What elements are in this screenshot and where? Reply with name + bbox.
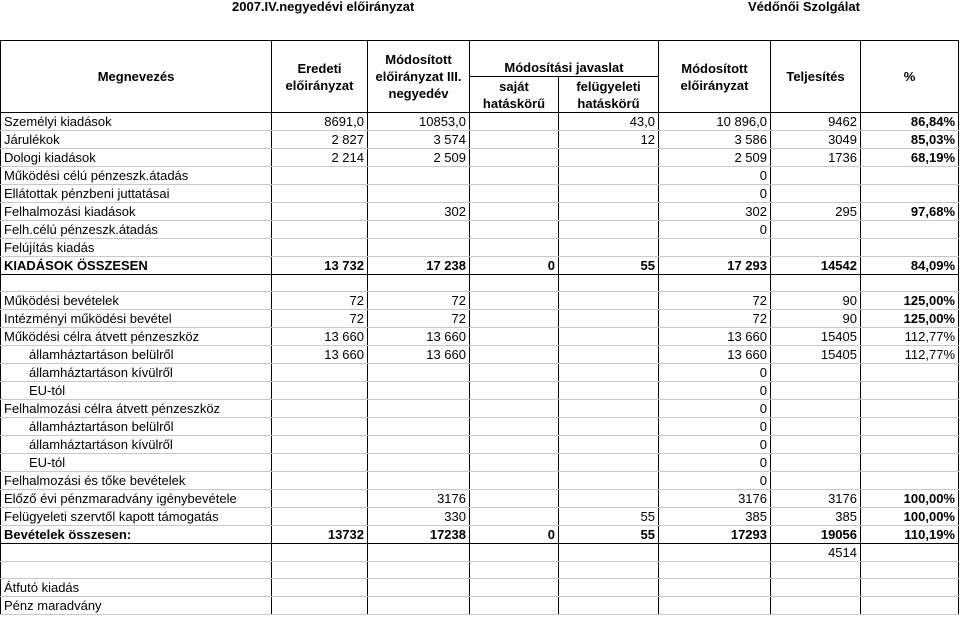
cell-value: 295 (771, 203, 861, 221)
spacer-row (1, 579, 959, 597)
cell-value: 0 (470, 526, 559, 544)
cell-value: 0 (659, 472, 771, 490)
header-modified: Módosított előirányzat (659, 41, 771, 113)
row-label: KIADÁSOK ÖSSZESEN (1, 257, 272, 275)
row-label: Működési célú pénzeszk.átadás (1, 167, 272, 185)
cell-value (771, 454, 861, 472)
cell-value (272, 167, 368, 185)
cell-value: 85,03% (861, 131, 959, 149)
cell-value: 19056 (771, 526, 861, 544)
cell-value: 3176 (659, 490, 771, 508)
cell-value (272, 364, 368, 382)
cell-value: 8691,0 (272, 113, 368, 131)
cell-value (559, 418, 659, 436)
cell-value (559, 382, 659, 400)
cell-value: 0 (659, 454, 771, 472)
cell-value (559, 221, 659, 239)
cell-value: 112,77% (861, 346, 959, 364)
cell-value: 3176 (771, 490, 861, 508)
cell-value (861, 454, 959, 472)
cell-value (368, 400, 470, 418)
cell-value (771, 472, 861, 490)
cell-value (559, 167, 659, 185)
footer-row-label: Átfutó kiadás (1, 579, 272, 597)
cell-value: 13 732 (272, 257, 368, 275)
cell-value: 72 (368, 310, 470, 328)
cell-value (861, 185, 959, 203)
cell-value (272, 400, 368, 418)
row-label: Dologi kiadások (1, 149, 272, 167)
cell-value (559, 292, 659, 310)
cell-value: 68,19% (861, 149, 959, 167)
row-label: EU-tól (1, 382, 272, 400)
cell-value (861, 364, 959, 382)
cell-value: 3 586 (659, 131, 771, 149)
cell-value: 55 (559, 257, 659, 275)
cell-value: 2 509 (659, 149, 771, 167)
cell-value: 3049 (771, 131, 861, 149)
row-label: államháztartáson kívülről (1, 364, 272, 382)
cell-value (559, 364, 659, 382)
cell-value (470, 185, 559, 203)
cell-value (470, 508, 559, 526)
row-label: Intézményi működési bevétel (1, 310, 272, 328)
cell-value (861, 400, 959, 418)
cell-value (559, 472, 659, 490)
table-row (1, 257, 959, 275)
cell-value (470, 346, 559, 364)
cell-value: 17238 (368, 526, 470, 544)
row-label: Felh.célú pénzeszk.átadás (1, 221, 272, 239)
table-row (1, 131, 959, 149)
cell-value (771, 167, 861, 185)
table-row (1, 382, 959, 400)
cell-value: 2 827 (272, 131, 368, 149)
cell-value (771, 418, 861, 436)
cell-value (470, 418, 559, 436)
row-label: államháztartáson belülről (1, 346, 272, 364)
cell-value (470, 364, 559, 382)
cell-value (272, 221, 368, 239)
cell-value (272, 185, 368, 203)
cell-value (559, 436, 659, 454)
cell-value: 100,00% (861, 508, 959, 526)
cell-value: 302 (659, 203, 771, 221)
cell-value: 90 (771, 310, 861, 328)
cell-value: 17 238 (368, 257, 470, 275)
cell-value: 0 (659, 364, 771, 382)
row-label: Bevételek összesen: (1, 526, 272, 544)
cell-value: 12 (559, 131, 659, 149)
cell-value (559, 400, 659, 418)
table-row (1, 221, 959, 239)
row-label: Előző évi pénzmaradvány igénybevétele (1, 490, 272, 508)
table-row (1, 328, 959, 346)
cell-value (272, 436, 368, 454)
cell-value (470, 221, 559, 239)
cell-value (470, 310, 559, 328)
cell-value (559, 239, 659, 257)
cell-value (272, 472, 368, 490)
cell-value (559, 454, 659, 472)
cell-value: 72 (272, 310, 368, 328)
cell-value: 125,00% (861, 292, 959, 310)
table-row (1, 364, 959, 382)
cell-value: 0 (470, 257, 559, 275)
cell-value (861, 239, 959, 257)
cell-value (470, 239, 559, 257)
cell-value: 13 660 (659, 346, 771, 364)
cell-value: 9462 (771, 113, 861, 131)
table-row (1, 203, 959, 221)
cell-value (659, 239, 771, 257)
cell-value (559, 346, 659, 364)
cell-value (368, 221, 470, 239)
cell-value: 13 660 (368, 346, 470, 364)
cell-value: 112,77% (861, 328, 959, 346)
cell-value: 2 509 (368, 149, 470, 167)
table-row (1, 490, 959, 508)
cell-value: 43,0 (559, 113, 659, 131)
cell-value (470, 292, 559, 310)
cell-value (771, 221, 861, 239)
cell-value (771, 436, 861, 454)
table-row (1, 526, 959, 544)
cell-value: 72 (368, 292, 470, 310)
cell-value: 0 (659, 382, 771, 400)
cell-value (272, 490, 368, 508)
cell-value: 84,09% (861, 257, 959, 275)
row-label: Felújítás kiadás (1, 239, 272, 257)
cell-value: 55 (559, 526, 659, 544)
cell-value (470, 113, 559, 131)
page-title: 2007.IV.negyedévi előirányzat (232, 0, 415, 14)
cell-value (771, 185, 861, 203)
cell-value (771, 364, 861, 382)
cell-value (771, 400, 861, 418)
cell-value (272, 418, 368, 436)
table-row (1, 167, 959, 185)
cell-value: 0 (659, 418, 771, 436)
cell-value (861, 167, 959, 185)
table-row (1, 149, 959, 167)
table-row (1, 508, 959, 526)
table-row (1, 472, 959, 490)
table-row (1, 454, 959, 472)
table-row (1, 239, 959, 257)
cell-value: 1736 (771, 149, 861, 167)
spacer-row (1, 275, 959, 292)
cell-value: 3 574 (368, 131, 470, 149)
cell-value (470, 490, 559, 508)
header-fulfillment: Teljesítés (771, 41, 861, 113)
extra-value: 4514 (771, 544, 861, 562)
table-row (1, 436, 959, 454)
cell-value (861, 382, 959, 400)
cell-value: 330 (368, 508, 470, 526)
cell-value: 90 (771, 292, 861, 310)
cell-value: 55 (559, 508, 659, 526)
cell-value (470, 454, 559, 472)
header-own: saját hatáskörű (470, 77, 559, 113)
cell-value: 10853,0 (368, 113, 470, 131)
cell-value (559, 310, 659, 328)
cell-value (861, 436, 959, 454)
header-modified-q3: Módosított előirányzat III. negyedév (368, 41, 470, 113)
cell-value: 125,00% (861, 310, 959, 328)
cell-value: 302 (368, 203, 470, 221)
table-row (1, 310, 959, 328)
row-label: Ellátottak pénzbeni juttatásai (1, 185, 272, 203)
cell-value (368, 472, 470, 490)
cell-value (861, 418, 959, 436)
row-label: Felhalmozási és tőke bevételek (1, 472, 272, 490)
cell-value: 13 660 (368, 328, 470, 346)
cell-value (861, 221, 959, 239)
cell-value (559, 203, 659, 221)
cell-value: 17293 (659, 526, 771, 544)
cell-value (272, 382, 368, 400)
cell-value (771, 239, 861, 257)
cell-value: 13 660 (272, 346, 368, 364)
header-name: Megnevezés (1, 41, 272, 113)
cell-value: 72 (659, 292, 771, 310)
cell-value (559, 185, 659, 203)
cell-value (272, 239, 368, 257)
cell-value (272, 454, 368, 472)
row-label: Működési célra átvett pénzeszköz (1, 328, 272, 346)
cell-value: 10 896,0 (659, 113, 771, 131)
cell-value: 17 293 (659, 257, 771, 275)
table-row (1, 346, 959, 364)
cell-value (368, 436, 470, 454)
row-label: Felhalmozási kiadások (1, 203, 272, 221)
cell-value (470, 203, 559, 221)
cell-value: 72 (272, 292, 368, 310)
cell-value (470, 167, 559, 185)
cell-value: 385 (771, 508, 861, 526)
cell-value: 0 (659, 436, 771, 454)
table-row (1, 400, 959, 418)
cell-value: 0 (659, 167, 771, 185)
cell-value (368, 364, 470, 382)
cell-value (559, 490, 659, 508)
cell-value (368, 167, 470, 185)
row-label: Felhalmozási célra átvett pénzeszköz (1, 400, 272, 418)
department-name: Védőnői Szolgálat (748, 0, 860, 14)
cell-value: 110,19% (861, 526, 959, 544)
row-label: államháztartáson belülről (1, 418, 272, 436)
cell-value: 385 (659, 508, 771, 526)
header-percent: % (861, 41, 959, 113)
row-label: EU-tól (1, 454, 272, 472)
cell-value: 2 214 (272, 149, 368, 167)
spacer-row (1, 544, 959, 562)
cell-value: 86,84% (861, 113, 959, 131)
cell-value (559, 149, 659, 167)
cell-value (470, 382, 559, 400)
budget-table (0, 40, 959, 615)
cell-value (470, 131, 559, 149)
cell-value: 13 660 (272, 328, 368, 346)
cell-value (368, 382, 470, 400)
table-row (1, 185, 959, 203)
header-supervisory: felügyeleti hatáskörű (559, 77, 659, 113)
cell-value: 100,00% (861, 490, 959, 508)
table-row (1, 418, 959, 436)
cell-value: 97,68% (861, 203, 959, 221)
cell-value (272, 508, 368, 526)
cell-value (470, 436, 559, 454)
header-original: Eredeti előirányzat (272, 41, 368, 113)
row-label: Járulékok (1, 131, 272, 149)
row-label: államháztartáson kívülről (1, 436, 272, 454)
cell-value (368, 185, 470, 203)
cell-value (470, 472, 559, 490)
row-label: Személyi kiadások (1, 113, 272, 131)
cell-value (470, 149, 559, 167)
cell-value: 14542 (771, 257, 861, 275)
cell-value (861, 472, 959, 490)
cell-value: 13732 (272, 526, 368, 544)
header-proposal: Módosítási javaslat (470, 41, 659, 77)
cell-value (368, 418, 470, 436)
cell-value: 0 (659, 221, 771, 239)
cell-value: 0 (659, 400, 771, 418)
row-label: Működési bevételek (1, 292, 272, 310)
spacer-row (1, 562, 959, 579)
footer-row-label: Pénz maradvány (1, 597, 272, 615)
cell-value (470, 328, 559, 346)
cell-value: 0 (659, 185, 771, 203)
cell-value: 15405 (771, 328, 861, 346)
spacer-row (1, 597, 959, 615)
cell-value (272, 203, 368, 221)
row-label: Felügyeleti szervtől kapott támogatás (1, 508, 272, 526)
cell-value: 15405 (771, 346, 861, 364)
table-row (1, 292, 959, 310)
cell-value: 13 660 (659, 328, 771, 346)
cell-value (559, 328, 659, 346)
cell-value (368, 239, 470, 257)
cell-value (771, 382, 861, 400)
table-row (1, 113, 959, 131)
cell-value: 3176 (368, 490, 470, 508)
cell-value (368, 454, 470, 472)
cell-value: 72 (659, 310, 771, 328)
cell-value (470, 400, 559, 418)
